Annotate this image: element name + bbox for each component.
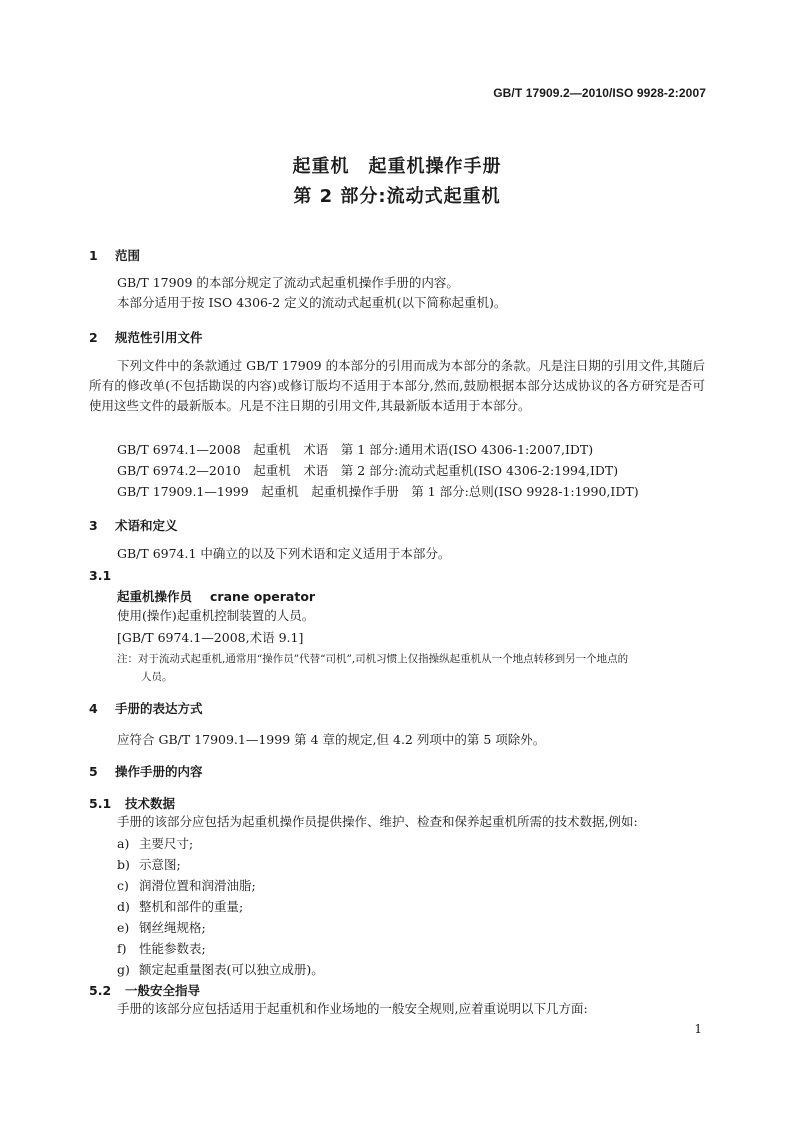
- section-2-heading: [89, 328, 203, 346]
- list-item-text: 性能参数表;: [139, 941, 206, 956]
- section-number: 1: [89, 248, 98, 263]
- list-item-label: f): [117, 941, 127, 956]
- list-item-label: a): [117, 836, 130, 851]
- list-item: [117, 897, 243, 917]
- section-1-heading: [89, 246, 140, 264]
- list-item: [117, 855, 181, 875]
- subsection-number: 5.2: [89, 983, 112, 998]
- document-id-header: GB/T 17909.2—2010/ISO 9928-2:2007: [493, 86, 706, 100]
- terms-intro-paragraph: GB/T 6974.1 中确立的以及下列术语和定义适用于本部分。: [117, 546, 451, 561]
- list-item: [117, 918, 206, 938]
- manual-presentation-paragraph: 应符合 GB/T 17909.1—1999 第 4 章的规定,但 4.2 列项中的第 5 项除外。: [117, 732, 546, 747]
- list-item-label: g): [117, 962, 130, 977]
- note-line-1: 注：对于流动式起重机,通常用“操作员”代替“司机”,司机习惯上仅指操纵起重机从一个地点转移到另一个地点的: [117, 653, 629, 665]
- subsection-3-1-number: 3.1: [89, 568, 112, 583]
- subsection-title: 一般安全指导: [125, 983, 201, 998]
- list-item-text: 示意图;: [139, 857, 181, 872]
- subsection-title: 技术数据: [125, 796, 176, 811]
- list-item-text: 主要尺寸;: [139, 836, 194, 851]
- document-title-line2: 第 2 部分:流动式起重机: [293, 186, 501, 207]
- list-item-text: 整机和部件的重量;: [139, 899, 244, 914]
- list-item-text: 润滑位置和润滑油脂;: [139, 878, 256, 893]
- term-chinese: 起重机操作员: [117, 589, 193, 604]
- list-item: [117, 939, 206, 959]
- term-definition: 使用(操作)起重机控制装置的人员。: [117, 608, 315, 623]
- reference-item: GB/T 6974.2—2010 起重机 术语 第 2 部分:流动式起重机(ISO 4306-2:1994,IDT): [117, 463, 619, 478]
- safety-guidance-intro: 手册的该部分应包括适用于起重机和作业场地的一般安全规则,应着重说明以下几方面:: [117, 1001, 588, 1016]
- normative-references-paragraph: 下列文件中的条款通过 GB/T 17909 的本部分的引用而成为本部分的条款。凡是注日期的引用文件,其随后所有的修改单(不包括勘误的内容)或修订版均不适用于本部分,然而,鼓励根据本部分达成协议的各方研究是否可使用这些文件的最新版本。凡是不注日期的引用文件,其最新版本适用于本部分。: [89, 358, 705, 413]
- section-5-heading: [89, 762, 203, 780]
- term-source: [GB/T 6974.1—2008,术语 9.1]: [117, 630, 304, 645]
- subsection-number: 5.1: [89, 796, 112, 811]
- list-item: [117, 960, 324, 980]
- section-number: 2: [89, 330, 98, 345]
- list-item-label: e): [117, 920, 130, 935]
- list-item-text: 钢丝绳规格;: [139, 920, 206, 935]
- reference-item: GB/T 17909.1—1999 起重机 起重机操作手册 第 1 部分:总则(ISO 9928-1:1990,IDT): [117, 484, 639, 499]
- list-item-label: d): [117, 899, 130, 914]
- section-3-heading: [89, 516, 178, 534]
- subsection-5-2-heading: [89, 981, 200, 999]
- subsection-5-1-heading: [89, 794, 175, 812]
- section-title: 范围: [115, 248, 141, 263]
- section-title: 规范性引用文件: [115, 330, 203, 345]
- technical-data-intro: 手册的该部分应包括为起重机操作员提供操作、维护、检查和保养起重机所需的技术数据,例如:: [117, 814, 638, 829]
- note-line-2: 人员。: [141, 671, 173, 683]
- section-number: 3: [89, 518, 98, 533]
- reference-item: GB/T 6974.1—2008 起重机 术语 第 1 部分:通用术语(ISO 4306-1:2007,IDT): [117, 442, 594, 457]
- section-number: 4: [89, 701, 98, 716]
- list-item: [117, 876, 256, 896]
- page-number: 1: [694, 1022, 702, 1036]
- list-item: [117, 834, 193, 854]
- document-title-line1: 起重机 起重机操作手册: [292, 156, 502, 177]
- section-number: 5: [89, 764, 98, 779]
- list-item-label: b): [117, 857, 130, 872]
- term-english: crane operator: [210, 589, 316, 604]
- section-title: 手册的表达方式: [115, 701, 203, 716]
- section-title: 术语和定义: [115, 518, 178, 533]
- term-entry: [117, 587, 315, 605]
- section-4-heading: [89, 699, 203, 717]
- section-title: 操作手册的内容: [115, 764, 203, 779]
- list-item-text: 额定起重量图表(可以独立成册)。: [139, 962, 324, 977]
- list-item-label: c): [117, 878, 129, 893]
- scope-paragraph-1: GB/T 17909 的本部分规定了流动式起重机操作手册的内容。: [117, 275, 459, 290]
- scope-paragraph-2: 本部分适用于按 ISO 4306-2 定义的流动式起重机(以下简称起重机)。: [117, 295, 507, 310]
